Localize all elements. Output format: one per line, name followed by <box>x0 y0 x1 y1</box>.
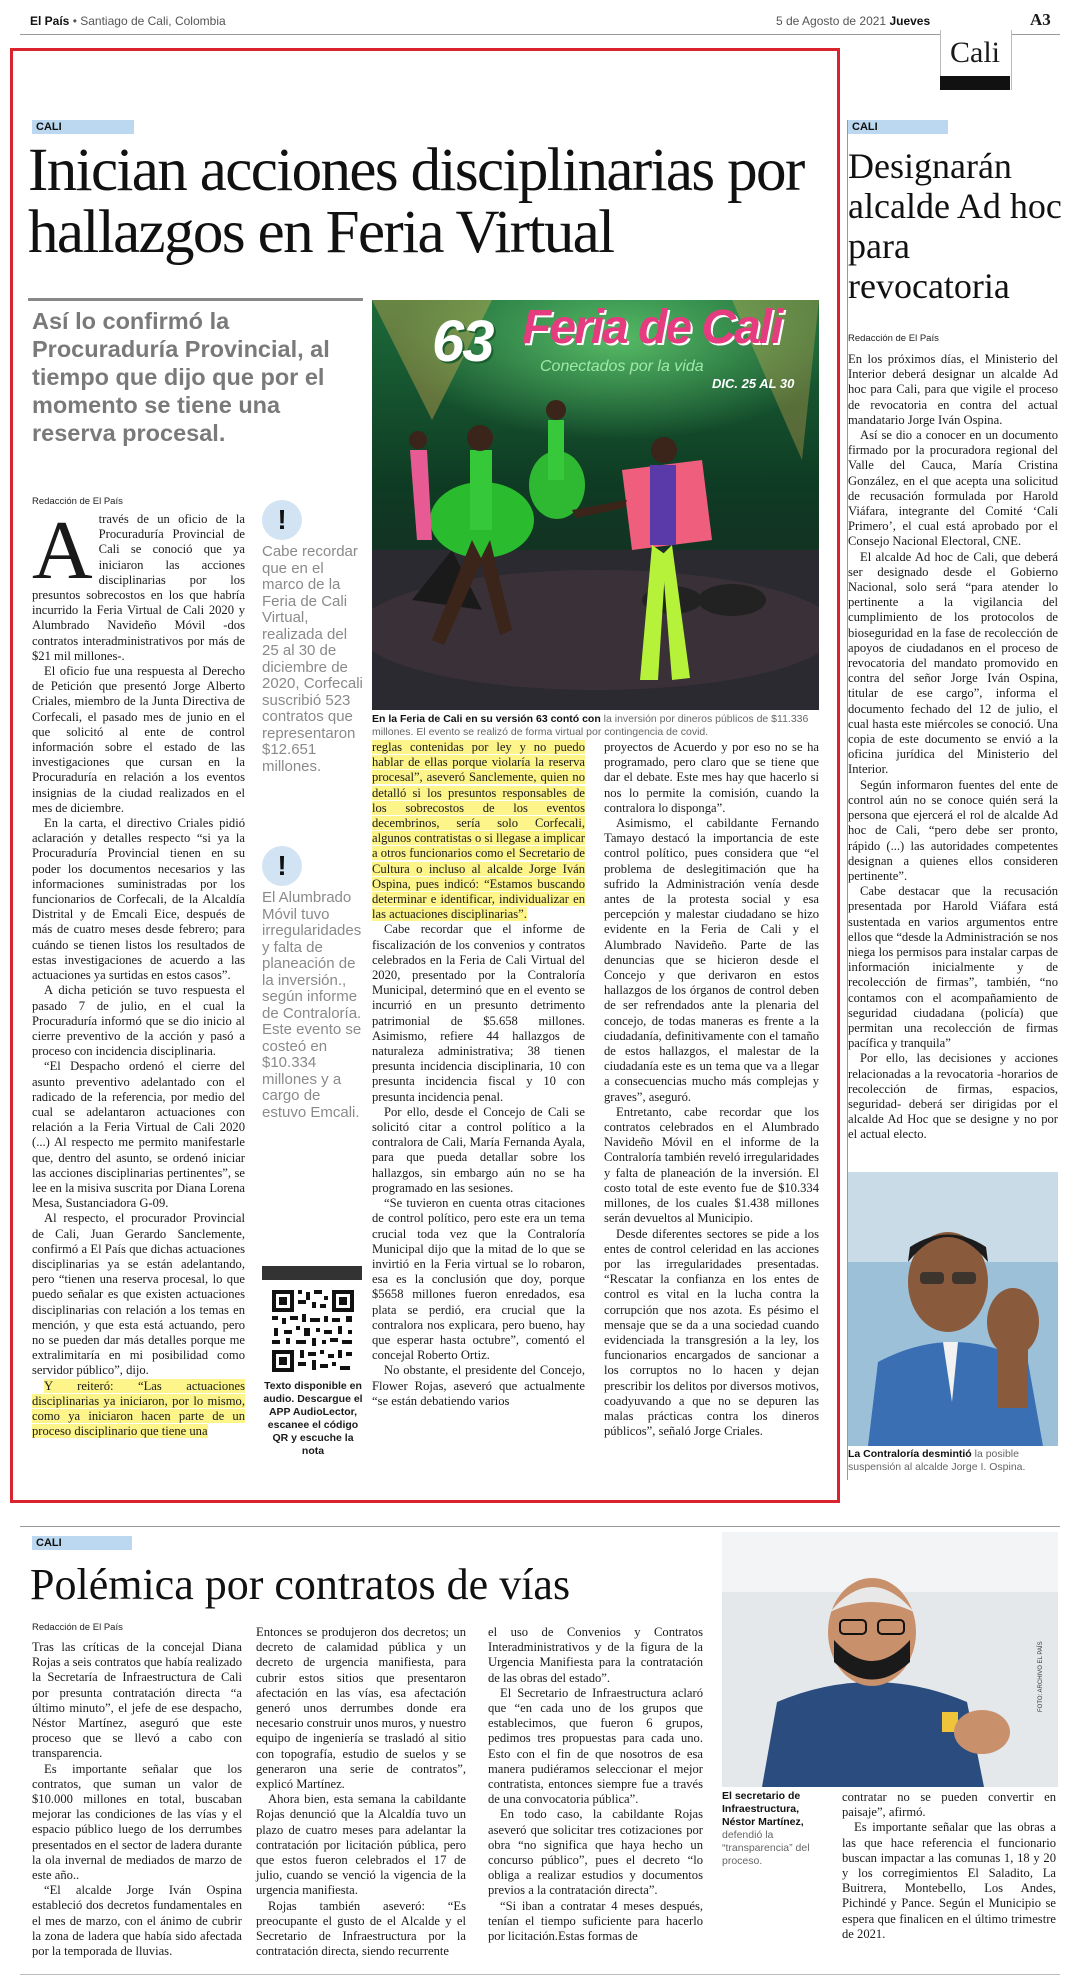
main-column-2 <box>372 740 585 1409</box>
bottom-paragraph: “El alcalde Jorge Iván Ospina estableció dos decretos fundamentales en el mes de marzo, con el ánimo de cubrir la zona de ladera que había sido afectada por la temporada de lluvias. <box>32 1883 242 1959</box>
main-paragraph: proyectos de Acuerdo y por eso no se ha programado, pero claro que se tiene que dar el debate. Este mes hay que hacerlo si nos lo permite la comisión, cuando la contralora lo disponga”. <box>604 740 819 815</box>
highlighted-quote: reglas contenidas por ley y no puedo hablar de ellas porque violaría la reserva procesal”, aseveró Sanclemente, quien no detalló si los presuntos responsables de los sobrecostos de los eventos decembrinos, sería solo Corfecali, algunos contratistas o si llegase a implicar a otros funcionarios como el Secretario de Cultura o incluso al alcalde Jorge Iván Ospina, pues indicó: “Estamos buscando determinar e identificar, individualizar en las actuaciones disciplinarias”. <box>372 740 585 922</box>
main-paragraph: El oficio fue una respuesta al Derecho de Petición que presentó Jorge Alberto Criales, miembro de la Junta Directiva de Corfecali, el pasado mes de junio en el que solicitó al ente de control información sobre el estado de las investigaciones que cursan en la Procuraduría en relación a los eventos insignias de la ciudad realizados en el mes de diciembre. <box>32 664 245 815</box>
ospina-photo <box>848 1172 1058 1446</box>
bottom-headline: Polémica por contratos de vías <box>30 1560 571 1609</box>
side-paragraph: Por ello, las decisiones y acciones relacionadas a la revocatoria -horarios de recolección de firmas, espacios, seguridad- deberá ser dirigidas por el alcalde Ad Hoc que se designe y no por el actual electo. <box>848 1051 1058 1142</box>
photo-credit: FOTO: ARCHIVO EL PAÍS <box>1038 1641 1044 1712</box>
side-tag-label: CALI <box>848 120 948 134</box>
main-paragraph: Al respecto, el procurador Provincial de Cali, Juan Gerardo Sanclemente, confirmó a El País que dichas actuaciones disciplinarias ya se están adelantando, pero “tienen una reserva procesal, lo que puedo señalar es que existen actuaciones disciplinarias con relación a los temas en mención, y que esta está actuando, pero no se pueden dar más detalles porque me extralimitaría en mi posibilidad como servidor público”, dijo. <box>32 1211 245 1378</box>
side-column <box>848 352 1058 1143</box>
main-lede: Así lo confirmó la Procuraduría Provincial, al tiempo que dijo que por el momento se tiene una reserva procesal. <box>32 308 330 446</box>
qr-code-icon[interactable] <box>270 1288 356 1374</box>
bottom-byline: Redacción de El País <box>32 1622 123 1633</box>
side-paragraph: El alcalde Ad hoc de Cali, que deberá ser designado desde el Gobierno Nacional, solo será “para atender lo pertinente a la vigilancia del cumplimiento de los protocolos de bioseguridad en la fase de recolección de apoyos de ciudadanos en el proceso de revocatoria del mandato promovido en contra del señor Jorge Iván Ospina, titular de ese cargo”, informa el documento fechado del 12 de julio, el cual hasta este miércoles se conoció. Una copia de este documento se envió a la oficina jurídica del Ministerio del Interior. <box>848 549 1058 777</box>
paper-name: El País <box>30 14 70 28</box>
main-paragraph <box>32 1379 245 1440</box>
main-paragraph: No obstante, el presidente del Concejo, Flower Rojas, aseveró que actualmente “se están debatiendo varios <box>372 1363 585 1408</box>
section-bar <box>940 76 1010 90</box>
main-paragraph: “Se tuvieron en cuenta otras citaciones de control político, pero este era un tema crucial toda vez que la Contraloría Municipal dijo que la mitad de lo que se invirtió en la Feria virtual se lo robaron, esa es la conclusión que doy, porque $5658 millones fueron enredados, esa plata se perdió, era crucial que la contralora nos explicara, pero bueno, hay que esperar hasta octubre”, comentó el concejal Roberto Ortiz. <box>372 1196 585 1363</box>
side-paragraph: Según informaron fuentes del ente de control aún no se conoce quién será la persona que ejercerá el rol de alcalde Ad hoc de Cali, “pero debe ser pronto, rápido (...) las autoridades competentes designan a quienes ellos consideren pertinente”. <box>848 777 1058 883</box>
feria-photo <box>372 300 819 710</box>
page-number: A3 <box>1030 10 1051 29</box>
martinez-photo-caption <box>722 1790 832 1868</box>
ospina-photo-art <box>848 1172 1058 1446</box>
main-byline: Redacción de El País <box>32 496 123 507</box>
qr-top-bar <box>262 1266 362 1280</box>
side-byline: Redacción de El País <box>848 333 939 344</box>
main-paragraph: “El Despacho ordenó el cierre del asunto preventivo adelantado con el radicado de la referencia, por medio del cual se adelantaron actuaciones con relación a la Feria Virtual de Cali 2020 (...) Al respecto me permito manifestarle que, dentro del asunto, se ordenó iniciar las acciones disciplinarias pertinentes”, se lee en la misiva suscrita por Diana Lorena Mesa, Sustanciadora G-09. <box>32 1059 245 1211</box>
bottom-paragraph: En todo caso, la cabildante Rojas aseveró que solicitar tres cotizaciones por obra “no significa que haya hecho un concurso público”, pues el decreto “lo obliga a realizar estudios y documentos previos a la contratación directa”. <box>488 1807 703 1898</box>
side-paragraph: Así se dio a conocer en un documento firmado por la procuradora regional del Valle del Cauca, María Cristina González, en el que acepta una solicitud de recusación formulada por Harold Viáfara, integrante del Comité ‘Cali Primero’, el cual está aprobado por el Consejo Nacional Electoral, CNE. <box>848 428 1058 549</box>
feria-sign-title: Feria de Cali <box>522 301 782 354</box>
side-paragraph: Cabe destacar que la recusación presentada por Harold Viáfara está sustentada en varios argumentos entre ellos que “desde la Administración se nos niega los permisos para instalar carpas de información inicialmente y de recolección de firmas”, también, “no contamos con el acompañamiento de seguridad ciudadana (policía) que permitan una recolección de firmas pacífica y tranquila” <box>848 884 1058 1051</box>
qr-code-art <box>270 1288 356 1374</box>
main-tag-label: CALI <box>32 120 134 134</box>
exclamation-icon: ! <box>262 500 302 540</box>
highlighted-quote: Y reiteró: “Las actuaciones disciplinarias ya iniciaron, por lo mismo, como ya iniciaron hacen parte de un proceso disciplinario que tiene una <box>32 1378 245 1439</box>
bottom-paragraph: Ahora bien, esta semana la cabildante Rojas denunció que la Alcaldía tuvo un plazo de cuatro meses para adelantar la contratación por licitación pública, pero que estos fueron celebrados el 17 de julio, cuando se venció la vigencia de la urgencia manifiesta. <box>256 1792 466 1898</box>
feria-sign-number: 63 <box>432 309 493 374</box>
bottom-paragraph: Entonces se produjeron dos decretos; un decreto de calamidad pública y un decreto de urgencia manifiesta, para cubrir estos sitios que presentaron afectación en las vías, esa afectación generó unos derrumbes donde era necesario construir unos muros, y nuestro equipo de ingeniería se trasladó al sitio con topografía, estudio de suelos y se generaron una serie de contratos”, explicó Martínez. <box>256 1625 466 1792</box>
side-headline: Designarán alcalde Ad hoc para revocatoria <box>848 146 1062 306</box>
ospina-photo-caption <box>848 1448 1058 1474</box>
ospina-caption-text: la posible suspensión al alcalde Jorge I. Ospina. <box>848 1448 1026 1473</box>
bottom-tag-label: CALI <box>32 1536 132 1550</box>
main-headline: Inician acciones disciplinarias por hallazgos en Feria Virtual <box>28 137 804 266</box>
issue-date: 5 de Agosto de 2021 <box>776 14 887 28</box>
bottom-column-2 <box>256 1625 466 1959</box>
martinez-caption-bold: El secretario de Infraestructura, Néstor Martínez, <box>722 1790 804 1828</box>
paper-location: • Santiago de Cali, Colombia <box>72 14 226 28</box>
bottom-paragraph: Rojas también aseveró: “Es preocupante el gusto de el Alcalde y el Secretario de Infraestructura por la contratación directa, siendo recurrente <box>256 1898 466 1959</box>
exclamation-icon: ! <box>262 846 302 886</box>
bottom-paragraph: el uso de Convenios y Contratos Interadministrativos y de la figura de la Urgencia Manifiesta para la contratación de las obras del estado”. <box>488 1625 703 1685</box>
lede-rule <box>28 298 363 301</box>
callout-feria: Cabe recordar que en el marco de la Feria de Cali Virtual, realizada del 25 al 30 de diciembre de 2020, Corfecali suscribió 523 contratos que representaron $12.651 millones. <box>262 543 363 775</box>
main-paragraph: A dicha petición se tuvo respuesta el pasado 7 de julio, en el cual la Procuraduría informó que se dio inicio al cierre preventivo de la acción y pasó a proceso con incidencia disciplinaria. <box>32 983 245 1059</box>
drop-cap: A <box>32 504 93 597</box>
main-paragraph: Asimismo, el cabildante Fernando Tamayo destacó la importancia de este control político, pues considera que “el problema de deslegitimación que ha sufrido la Administración venía desde antes de la protesta social y esa percepción y malestar ciudadano se hizo evidente en la Feria de Cali y el Alumbrado Navideño. Parte de las denuncias que se hicieron desde el Concejo y que derivaron en estos hallazgos de los órganos de control deben de ser refrendados ante la plenaria del concejo, de todas maneras es frente a la ciudadanía, definitivamente con el tamaño de estos hallazgos, el malestar de la ciudadanía este es un tema que va a llegar a consecuencias mucho más complejas y graves”, aseguró. <box>604 816 819 1104</box>
bottom-paragraph: contratar no se pueden convertir en paisaje”, afirmó. <box>842 1790 1056 1820</box>
main-paragraph: Por ello, desde el Concejo de Cali se solicitó citar a control político a la contralora de Cali, María Fernanda Ayala, para que pueda detallar sobre los hallazgos, sin embargo aún no se ha programado en las sesiones. <box>372 1104 585 1195</box>
martinez-photo-art <box>722 1532 1058 1787</box>
issue-weekday: Jueves <box>889 14 931 28</box>
main-paragraph: través de un oficio de la Procuraduría Provincial de Cali se conoció que ya iniciaron las acciones disciplinarias por los presuntos sobrecostos en los que habría incurrido la Feria Virtual de Cali 2020 y Alumbrado Navideño Móvil -dos contratos interadministrativos por más de $21 mil millones-. <box>32 512 245 663</box>
main-paragraph: Cabe recordar que el informe de fiscalización de los convenios y contratos celebrados en la Feria de Cali Virtual del 2020, presentado por la Contraloría Municipal, determinó que en el evento se incurrió en un presunto detrimento patrimonial de $5.658 millones. Asimismo, refiere 44 hallazgos de naturaleza administrativa; 38 tienen presunta incidencia disciplinaria, 10 con presunta incidencia fiscal y 10 con presunta incidencia penal. <box>372 922 585 1104</box>
main-paragraph: En la carta, el directivo Criales pidió aclaración y detalles respecto “si ya la Procuraduría Provincial tienen en su poder los documentos necesarios y las informaciones suministradas por los funcionarios de Corfecali, de la Alcaldía Distrital y de Emcali Eice, después de más de cuatro meses desde febrero; para cuándo se tienen listos los resultados de estas investigaciones de acuerdo a las actuaciones ya surtidas en estos casos”. <box>32 816 245 983</box>
main-paragraph: Entretanto, cabe recordar que los contratos celebrados en el Alumbrado Navideño Móvil en el informe de la Contraloría también reveló irregularidades y falta de planeación de la inversión. El costo total de este evento fue de $10.334 millones, de los cuales $1.438 millones serán devueltos al Municipio. <box>604 1104 819 1226</box>
main-column-3 <box>604 740 819 1439</box>
main-column-1 <box>32 504 245 1439</box>
feria-photo-caption <box>372 713 819 739</box>
bottom-paragraph: El Secretario de Infraestructura aclaró que “en cada uno de los grupos que establecimos, que fueron 6 grupos, pedimos tres propuestas para cada uno. Esto con el fin de que nosotros de esa manera pudiéramos seleccionar el mejor contratista, entonces siempre fue a través de una convocatoria pública”. <box>488 1685 703 1807</box>
bottom-rule <box>20 1526 1060 1527</box>
callout-alumbrado: El Alumbrado Móvil tuvo irregularidades y falta de planeación de la inversión., según informe de Contraloría. Este evento se costeó en $10.334 millones y a cargo de estuvo Emcali. <box>262 889 362 1121</box>
feria-caption-bold: En la Feria de Cali en su versión 63 contó con <box>372 713 601 725</box>
bottom-paragraph: Es importante señalar que los contratos, que suman un valor de $10.000 millones en total, buscaban mejorar las condiciones de las vías y el espacio público luego de los derrumbes presentados en el sector de ladera durante la ola invernal de mediados de marzo de este año.. <box>32 1761 242 1883</box>
ospina-caption-bold: La Contraloría desmintió <box>848 1448 972 1460</box>
footer-rule <box>20 1974 1060 1975</box>
side-tag <box>848 120 948 134</box>
qr-instructions: Texto disponible en audio. Descargue el APP AudioLector, escanee el código QR y escuche la nota <box>263 1380 363 1457</box>
bottom-column-1 <box>32 1640 242 1959</box>
martinez-caption-text: defendió la “transparencia” del proceso. <box>722 1829 810 1867</box>
feria-sign-dates: DIC. 25 AL 30 <box>712 376 795 391</box>
main-tag <box>32 120 134 134</box>
feria-sign-subtitle: Conectados por la vida <box>540 358 704 375</box>
bottom-tag <box>32 1536 132 1550</box>
martinez-photo <box>722 1532 1058 1787</box>
masthead-date-block <box>776 14 930 28</box>
bottom-paragraph: “Si iban a contratar 4 meses después, tenían el tiempo suficiente para hacerlo por licitación.Estas formas de <box>488 1898 703 1944</box>
bottom-column-4 <box>842 1790 1056 1942</box>
bottom-paragraph: Tras las críticas de la concejal Diana Rojas a seis contratos que había realizado la Secretaría de Infraestructura de Cali por presunta contratación directa “a último minuto”, el jefe de ese despacho, Néstor Martínez, aseguró que este proceso que se llevó a cabo con transparencia. <box>32 1640 242 1761</box>
main-paragraph <box>372 740 585 922</box>
bottom-paragraph: Es importante señalar que las obras a las que hace referencia el funcionario buscan impactar a las comunas 1, 18 y 20 y los corregimientos El Saladito, La Buitrera, Montebello, Los Andes, Pichindé y Pance. Según el Municipio se espera que finalicen en el último trimestre de 2021. <box>842 1820 1056 1941</box>
bottom-column-3 <box>488 1625 703 1944</box>
side-paragraph: En los próximos días, el Ministerio del Interior deberá designar un alcalde Ad hoc para Cali, para que vigile el proceso de revocatoria en contra del actual mandatario Jorge Iván Ospina. <box>848 352 1058 427</box>
section-name: Cali <box>950 36 1000 69</box>
feria-caption-text: la inversión por dineros públicos de $11.336 millones. El evento se realizó de forma virtual por contingencia de covid. <box>372 713 809 738</box>
masthead-rule <box>20 34 1060 35</box>
main-paragraph: Desde diferentes sectores se pide a los entes de control celeridad en las acciones por las irregularidades presentadas. “Rescatar la confianza en los entes de control es vital en la lucha contra la corrupción que nos azota. Es pésimo el mensaje que se da a una sociedad cuando evidenciada la transgresión a la ley, los funcionarios encargados de sancionar a los corruptos no lo hacen y dejan prescribir los delitos por diversos motivos, coadyuvando a que no se depuren las malas prácticas contra los dineros públicos”, señaló Jorge Criales. <box>604 1226 819 1439</box>
